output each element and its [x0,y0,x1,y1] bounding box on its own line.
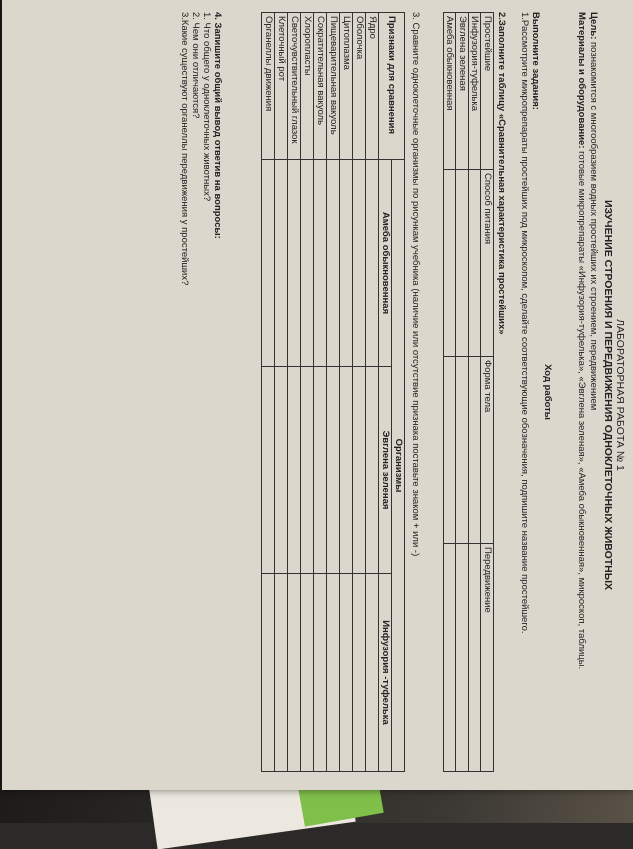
question-2: 2. Чем они отличаются? [190,12,201,119]
task3: 3. Сравните одноклеточные организмы по рисункам учебника (наличие или отсутствие признака поставьте знаком + или -) [410,12,421,557]
goal-line [588,12,600,772]
table-cell: Органеллы движения [262,13,275,160]
table-header-cell: Инфузория -туфелька [379,574,392,772]
table-cell-empty[interactable] [340,160,353,367]
table-row [469,13,482,772]
question-3: 3.Какие существуют органеллы передвижения у простейших? [179,12,190,286]
table-cell-empty[interactable] [262,574,275,772]
table-row [340,13,353,772]
table-cell-empty[interactable] [444,357,457,544]
table-cell-empty[interactable] [456,170,469,357]
table-cell: Амеба обыкновенная [444,13,457,170]
table-cell-empty[interactable] [327,367,340,574]
table-cell-empty[interactable] [275,367,288,574]
task2: 2.Заполните таблицу «Сравнительная характеристика простейших» [496,12,507,335]
table-cell-empty[interactable] [456,544,469,772]
table-row [301,13,314,772]
materials-label: Материалы и оборудование: [576,12,587,149]
table-cell-empty[interactable] [353,160,366,367]
table-cell: Сократительная вакуоль [314,13,327,160]
table-cell-empty[interactable] [262,160,275,367]
table-row [314,13,327,772]
lab-number: ЛАБОРАТОРНАЯ РАБОТА № 1 [614,319,626,471]
table-header-cell: Эвглена зеленая [379,367,392,574]
materials-line [576,12,588,772]
table-cell-empty[interactable] [314,367,327,574]
table-cell: Инфузория-туфелька [469,13,482,170]
table-cell-empty[interactable] [275,160,288,367]
table-cell-empty[interactable] [366,160,379,367]
table-cell-empty[interactable] [301,160,314,367]
table-header-cell: Способ питания [481,170,494,357]
table-header-row [392,13,405,772]
table-cell-empty[interactable] [340,367,353,574]
lab-title: ИЗУЧЕНИЕ СТРОЕНИЯ И ПЕРЕДВИЖЕНИЯ ОДНОКЛЕТОЧНЫХ ЖИВОТНЫХ [602,199,614,591]
table-header-cell: Признаки для сравнения [379,13,405,160]
table-cell-empty[interactable] [353,367,366,574]
table-row [275,13,288,772]
table-cell: Хлоропласты [301,13,314,160]
table-row [288,13,301,772]
table-cell: Пищеварительная вакуоль [327,13,340,160]
goal-label: Цель: [588,12,599,40]
table-cell-empty[interactable] [353,574,366,772]
table-cell: Клеточный рот [275,13,288,160]
materials-text: готовые микропрепараты «Инфузория-туфелька», «Эвглена зеленая», «Амеба обыкновенная», микроскоп, таблицы. [576,151,587,670]
table-cell-empty[interactable] [262,367,275,574]
worksheet-paper [2,0,633,790]
table-header-cell: Форма тела [481,357,494,544]
table-cell-empty[interactable] [327,574,340,772]
table-row [353,13,366,772]
table-cell-empty[interactable] [288,574,301,772]
table-cell-empty[interactable] [301,367,314,574]
table-header-row [481,13,494,772]
table-row [327,13,340,772]
table-cell-empty[interactable] [327,160,340,367]
table-cell-empty[interactable] [366,367,379,574]
table-cell-empty[interactable] [314,160,327,367]
task1: 1.Рассмотрите микропрепараты простейших под микроскопом, сделайте соответствующие обозначения, подпишите название простейшего. [519,12,530,634]
table-cell-empty[interactable] [301,574,314,772]
table-row [444,13,457,772]
table-cell-empty[interactable] [288,367,301,574]
table-comparison [443,12,494,772]
table-features [261,12,405,772]
table-cell-empty[interactable] [444,170,457,357]
table-cell-empty[interactable] [456,357,469,544]
question-1: 1. Что общего у одноклеточных животных? [201,12,212,202]
table-cell: Оболочка [353,13,366,160]
task4-title: 4. Запишите общий вывод ответив на вопросы: [212,12,223,239]
table-header-cell: Амеба обыкновенная [379,160,392,367]
table-cell: Светочувствительный глазок [288,13,301,160]
worksheet-content [2,0,633,790]
table-cell-empty[interactable] [366,574,379,772]
tasks-label: Выполните задания: [530,12,541,110]
procedure-heading: Ход работы [542,364,553,420]
table-cell-empty[interactable] [275,574,288,772]
table-cell-empty[interactable] [314,574,327,772]
table-cell-empty[interactable] [469,357,482,544]
table-cell-empty[interactable] [444,544,457,772]
table-cell: Эвглена зеленая [456,13,469,170]
table-cell: Цитоплазма [340,13,353,160]
organisms-header: Организмы [392,160,405,772]
table-header-cell: Простейшие [481,13,494,170]
table-row [262,13,275,772]
table-cell: Ядро [366,13,379,160]
table-cell-empty[interactable] [469,544,482,772]
table-row [456,13,469,772]
table-row [366,13,379,772]
table-cell-empty[interactable] [340,574,353,772]
goal-text: познакомится с многообразием водных простейших их строением, передвижением [588,42,599,411]
table-cell-empty[interactable] [288,160,301,367]
table-cell-empty[interactable] [469,170,482,357]
table-header-cell: Передвижение [481,544,494,772]
